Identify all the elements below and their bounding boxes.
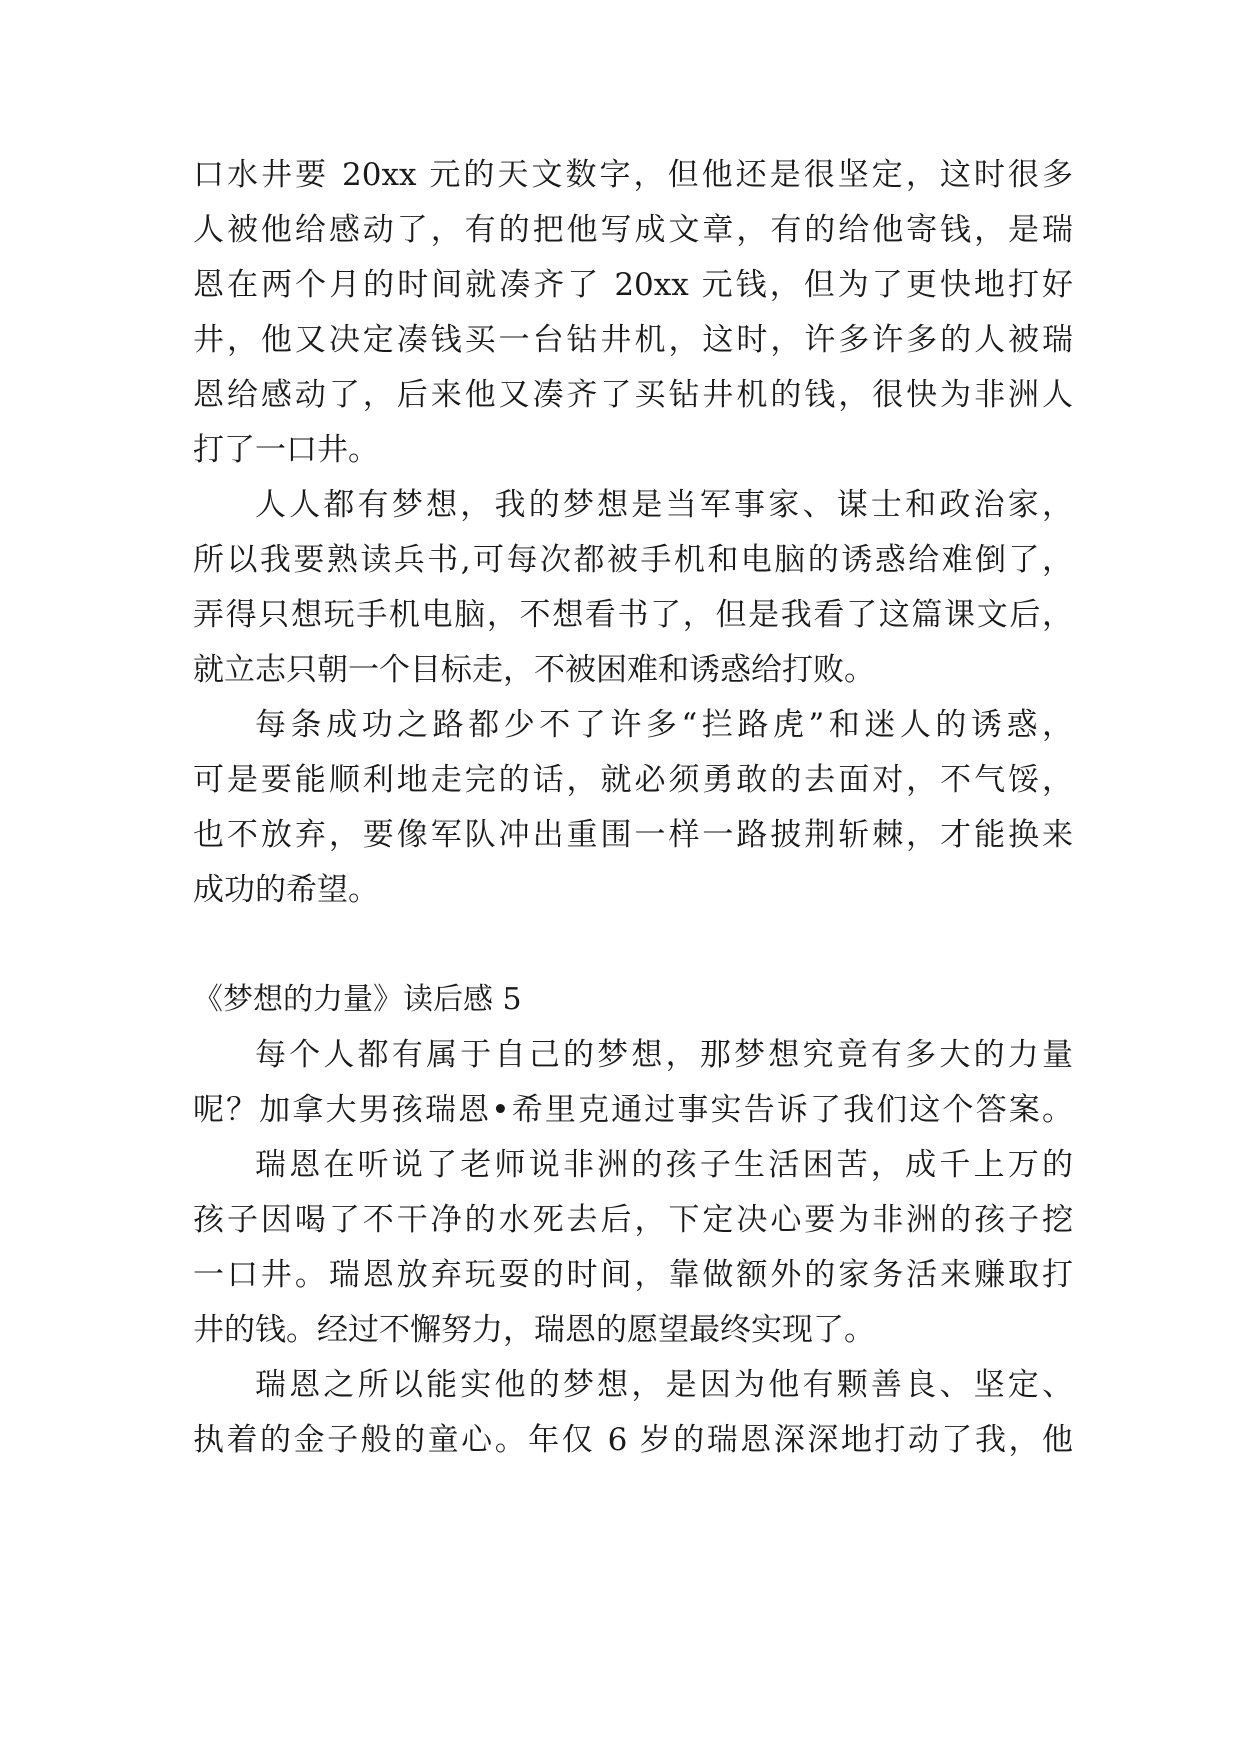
paragraph-line: 恩给感动了，后来他又凑齐了买钻井机的钱，很快为非洲人 [193,377,1073,413]
paragraph-line: 孩子因喝了不干净的水死去后，下定决心要为非洲的孩子挖 [193,1202,1073,1238]
paragraph-line: 也不放弃，要像军队冲出重围一样一路披荆斩棘，才能换来 [193,817,1073,853]
paragraph-line: 人被他给感动了，有的把他写成文章，有的给他寄钱，是瑞 [193,212,1073,248]
paragraph-line: 成功的希望。 [193,872,379,908]
paragraph-line: 每个人都有属于自己的梦想，那梦想究竟有多大的力量 [255,1037,1073,1073]
paragraph-line: 执着的金子般的童心。年仅 6 岁的瑞恩深深地打动了我，他 [193,1422,1073,1458]
paragraph-line: 恩在两个月的时间就凑齐了 20xx 元钱，但为了更快地打好 [193,267,1073,303]
paragraph-line: 瑞恩在听说了老师说非洲的孩子生活困苦，成千上万的 [255,1147,1073,1183]
paragraph-line: 弄得只想玩手机电脑，不想看书了，但是我看了这篇课文后， [193,597,1073,633]
paragraph-line: 每条成功之路都少不了许多“拦路虎”和迷人的诱惑， [255,707,1073,743]
paragraph-line: 打了一口井。 [193,432,379,468]
paragraph-line: 呢？加拿大男孩瑞恩•希里克通过事实告诉了我们这个答案。 [193,1092,1073,1128]
paragraph-line: 可是要能顺利地走完的话，就必须勇敢的去面对，不气馁， [193,762,1073,798]
paragraph-line: 一口井。瑞恩放弃玩耍的时间，靠做额外的家务活来赚取打 [193,1257,1073,1293]
paragraph-line: 就立志只朝一个目标走，不被困难和诱惑给打败。 [193,652,875,688]
paragraph-line: 瑞恩之所以能实他的梦想，是因为他有颗善良、坚定、 [255,1367,1073,1403]
paragraph-line: 井的钱。经过不懈努力，瑞恩的愿望最终实现了。 [193,1312,875,1348]
paragraph-line: 人人都有梦想，我的梦想是当军事家、谋士和政治家， [255,487,1073,523]
paragraph-line: 所以我要熟读兵书,可每次都被手机和电脑的诱惑给难倒了， [193,542,1073,578]
paragraph-line: 井，他又决定凑钱买一台钻井机，这时，许多许多的人被瑞 [193,322,1073,358]
paragraph-line: 口水井要 20xx 元的天文数字，但他还是很坚定，这时很多 [193,157,1073,193]
section-heading: 《梦想的力量》读后感 5 [193,982,522,1017]
